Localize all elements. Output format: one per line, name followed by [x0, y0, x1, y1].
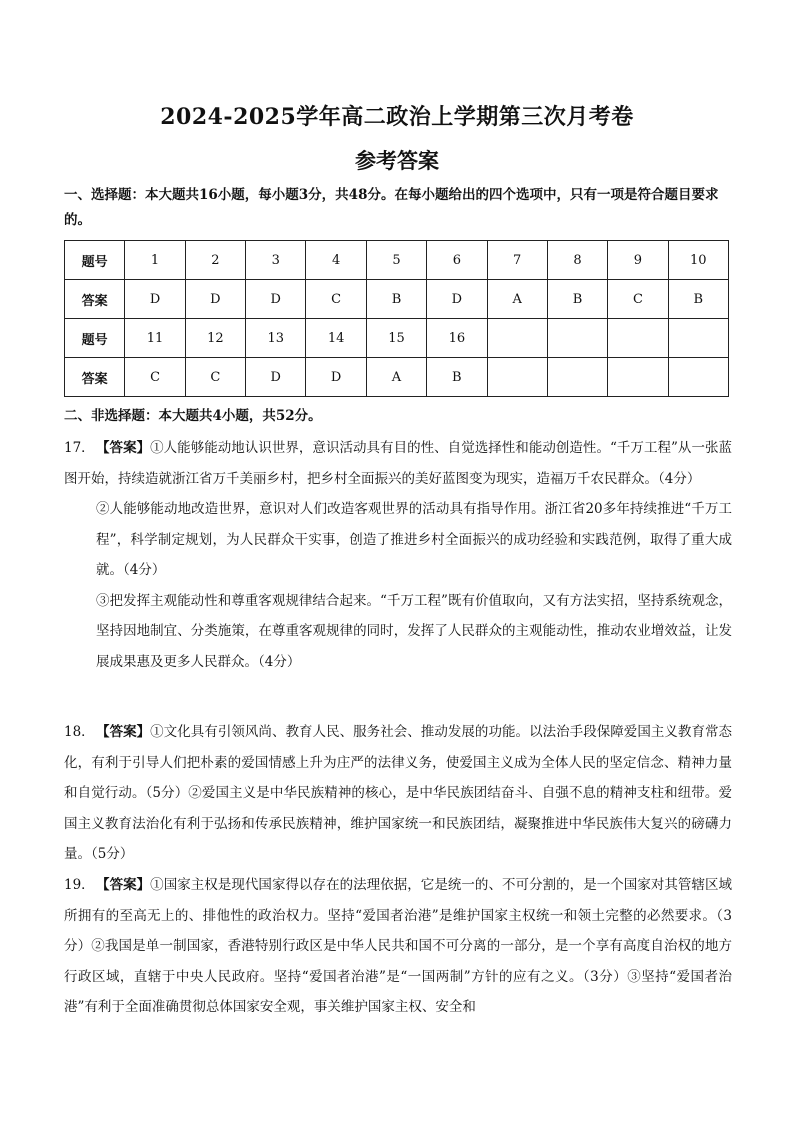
answer-cell: C [125, 358, 185, 397]
answer-cell: B [366, 280, 426, 319]
answer-cell: A [487, 280, 547, 319]
question-number-cell: 12 [185, 319, 245, 358]
section-2-heading: 二、非选择题：本大题共4小题，共52分。 [64, 408, 322, 424]
answer-cell: D [246, 280, 306, 319]
answer-cell [547, 358, 607, 397]
question-number-cell: 14 [306, 319, 366, 358]
answer-cell [668, 358, 728, 397]
question-number-cell: 1 [125, 241, 185, 280]
table-row [65, 358, 729, 397]
table-row [65, 280, 729, 319]
question-number-cell: 10 [668, 241, 728, 280]
answer-cell [487, 358, 547, 397]
answer-paragraph: ①人能够能动地认识世界，意识活动具有目的性、自觉选择性和能动创造性。“千万工程”从一张蓝图开始，持续造就浙江省万千美丽乡村，把乡村全面振兴的美好蓝图变为现实，造福万千农民群众。（4分） [64, 440, 732, 487]
answer-tag: 【答案】 [96, 440, 151, 456]
question-number-cell: 11 [125, 319, 185, 358]
answer-table [64, 240, 729, 397]
question-number-cell: 16 [427, 319, 487, 358]
page-subtitle: 参考答案 [355, 148, 439, 173]
question-number-cell: 4 [306, 241, 366, 280]
answer-cell: C [608, 280, 668, 319]
question-number-cell [608, 319, 668, 358]
answer-cell: D [306, 358, 366, 397]
question-number-cell: 6 [427, 241, 487, 280]
question-18 [64, 717, 732, 870]
answer-label-cell: 答案 [65, 358, 125, 397]
question-number-cell [668, 319, 728, 358]
answer-cell [608, 358, 668, 397]
answer-cell: D [125, 280, 185, 319]
answer-cell: B [668, 280, 728, 319]
answer-paragraph: ①文化具有引领风尚、教育人民、服务社会、推动发展的功能。以法治手段保障爱国主义教育常态化，有利于引导人们把朴素的爱国情感上升为庄严的法律义务，使爱国主义成为全体人民的坚定信念、精神力量和自觉行动。（5分）②爱国主义是中华民族精神的核心，是中华民族团结奋斗、自强不息的精神支柱和纽带。爱国主义教育法治化有利于弘扬和传承民族精神，维护国家统一和民族团结，凝聚推进中华民族伟大复兴的磅礴力量。（5分） [64, 724, 733, 862]
question-number-cell: 2 [185, 241, 245, 280]
question-number-cell: 8 [547, 241, 607, 280]
answer-cell: C [185, 358, 245, 397]
answer-paragraph: ③把发挥主观能动性和尊重客观规律结合起来。“千万工程”既有价值取向，又有方法实招，坚持系统观念，坚持因地制宜、分类施策，在尊重客观规律的同时，发挥了人民群众的主观能动性，推动农业增效益，让发展成果惠及更多人民群众。（4分） [96, 592, 732, 670]
question-number-cell: 13 [246, 319, 306, 358]
question-number-cell [547, 319, 607, 358]
page-title: 2024-2025学年高二政治上学期第三次月考卷 [160, 104, 634, 130]
answer-cell: C [306, 280, 366, 319]
answer-cell: D [427, 280, 487, 319]
question-number: 19． [64, 877, 95, 893]
question-19 [64, 870, 732, 1023]
question-number-cell: 3 [246, 241, 306, 280]
question-label-cell: 题号 [65, 319, 125, 358]
answer-paragraph: ①国家主权是现代国家得以存在的法理依据，它是统一的、不可分割的，是一个国家对其管辖区域所拥有的至高无上的、排他性的政治权力。坚持“爱国者治港”是维护国家主权统一和领土完整的必然要求。（3分）②我国是单一制国家，香港特别行政区是中华人民共和国不可分离的一部分，是一个享有高度自治权的地方行政区域，直辖于中央人民政府。坚持“爱国者治港”是“一国两制”方针的应有之义。（3分）③坚持“爱国者治港”有利于全面准确贯彻总体国家安全观，事关维护国家主权、安全和 [64, 877, 733, 1015]
table-row [65, 319, 729, 358]
question-number-cell [487, 319, 547, 358]
answer-label-cell: 答案 [65, 280, 125, 319]
question-number: 18． [64, 724, 95, 740]
question-number-cell: 5 [366, 241, 426, 280]
answer-tag: 【答案】 [96, 724, 151, 740]
answer-cell: A [366, 358, 426, 397]
question-number-cell: 9 [608, 241, 668, 280]
answer-cell: B [547, 280, 607, 319]
answer-cell: B [427, 358, 487, 397]
table-row [65, 241, 729, 280]
answer-cell: D [185, 280, 245, 319]
answer-paragraph: ②人能够能动地改造世界，意识对人们改造客观世界的活动具有指导作用。浙江省20多年持续推进“千万工程”，科学制定规划，为人民群众干实事，创造了推进乡村全面振兴的成功经验和实践范例，取得了重大成就。（4分） [96, 501, 732, 578]
question-label-cell: 题号 [65, 241, 125, 280]
section-1-heading: 一、选择题：本大题共16小题，每小题3分，共48分。在每小题给出的四个选项中，只有一项是符合题目要求的。 [64, 187, 719, 228]
question-number: 17． [64, 440, 95, 456]
question-17 [64, 433, 732, 677]
answer-cell: D [246, 358, 306, 397]
answer-tag: 【答案】 [96, 877, 151, 893]
question-number-cell: 7 [487, 241, 547, 280]
question-number-cell: 15 [366, 319, 426, 358]
